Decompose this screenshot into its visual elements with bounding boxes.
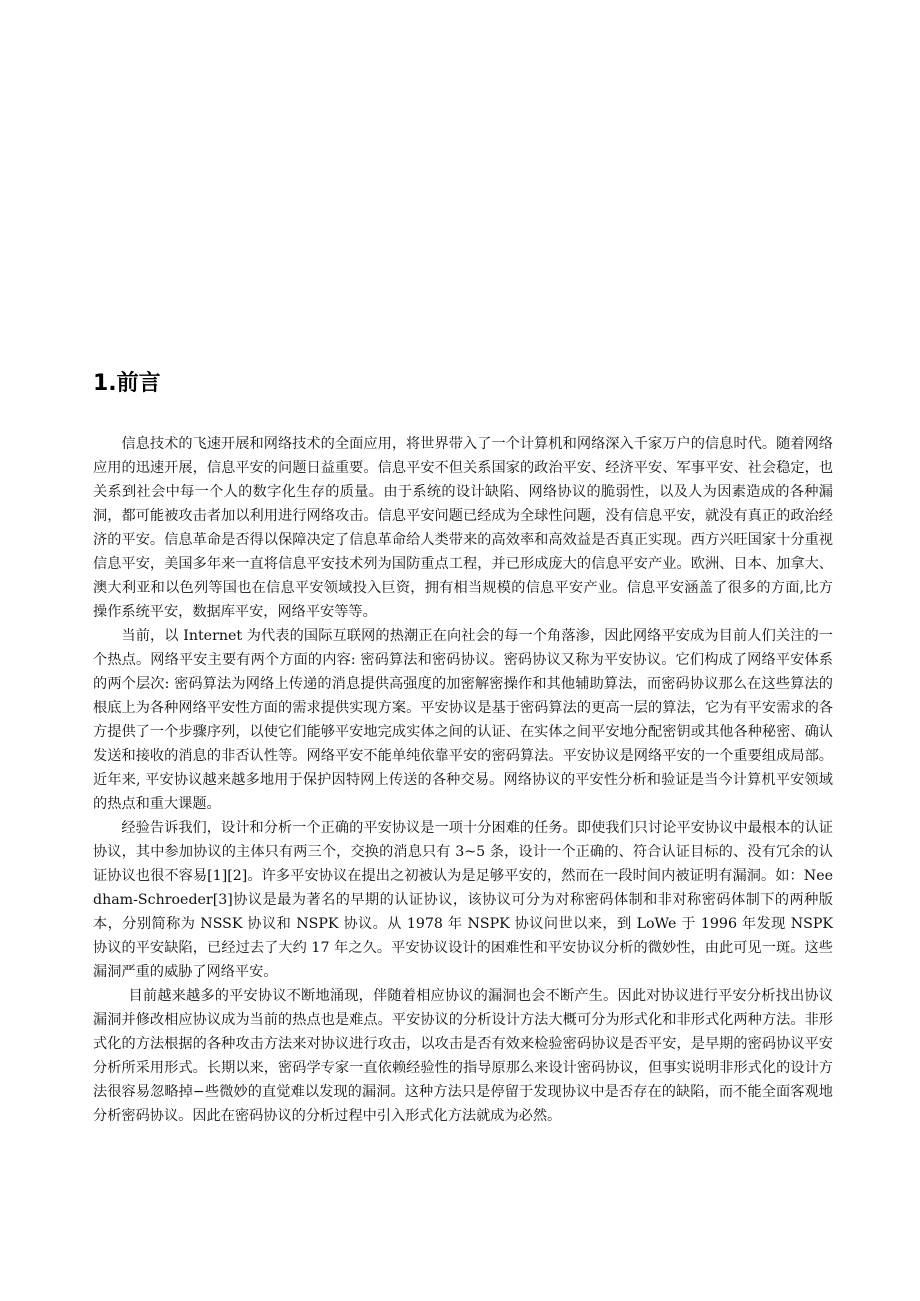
paragraph-4: 目前越来越多的平安协议不断地涌现，伴随着相应协议的漏洞也会不断产生。因此对协议进行平安分析找出协议漏洞并修改相应协议成为当前的热点也是难点。平安协议的分析设计方法大概可分为形式化和非形式化两种方法。非形式化的方法根据的各种攻击方法来对协议进行攻击，以攻击是否有效来检验密码协议是否平安，是早期的密码协议平安分析所采用形式。长期以来，密码学专家一直依赖经验性的指导原那么来设计密码协议，但事实说明非形式化的设计方法很容易忽略掉−些微妙的直觉难以发现的漏洞。这种方法只是停留于发现协议中是否存在的缺陷，而不能全面客观地分析密码协议。因此在密码协议的分析过程中引入形式化方法就成为必然。 — [93, 988, 833, 1124]
body-text — [93, 432, 833, 1128]
paragraph-3: 经验告诉我们，设计和分析一个正确的平安协议是一项十分困难的任务。即使我们只讨论平安协议中最根本的认证协议，其中参加协议的主体只有两三个，交换的消息只有 3~5 条，设计一个正确的、符合认证目标的、没有冗余的认证协议也很不容易[1][2]。许多平安协议在提出之初被认为是足够平安的，然而在一段时间内被证明有漏洞。如：Needham-Schroeder[3]协议是最为著名的早期的认证协议，该协议可分为对称密码体制和非对称密码体制下的两种版本，分别简称为 NSSK 协议和 NSPK 协议。从 1978 年 NSPK 协议问世以来，到 LoWe 于 1996 年发现 NSPK 协议的平安缺陷，已经过去了大约 17 年之久。平安协议设计的困难性和平安协议分析的微妙性，由此可见一斑。这些漏洞严重的威胁了网络平安。 — [93, 820, 833, 980]
paragraph-2: 当前，以 Internet 为代表的国际互联网的热潮正在向社会的每一个角落渗，因此网络平安成为目前人们关注的一个热点。网络平安主要有两个方面的内容: 密码算法和密码协议。密码协议又称为平安协议。它们构成了网络平安体系的两个层次: 密码算法为网络上传递的消息提供高强度的加密解密操作和其他辅助算法，而密码协议那么在这些算法的根底上为各种网络平安性方面的需求提供实现方案。平安协议是基于密码算法的更高一层的算法，它为有平安需求的各方提供了一个步骤序列，以使它们能够平安地完成实体之间的认证、在实体之间平安地分配密钥或其他各种秘密、确认发送和接收的消息的非否认性等。网络平安不能单纯依靠平安的密码算法。平安协议是网络平安的一个重要组成局部。近年来, 平安协议越来越多地用于保护因特网上传送的各种交易。网络协议的平安性分析和验证是当今计算机平安领域的热点和重大课题。 — [93, 628, 833, 812]
section-heading: 1.前言 — [93, 371, 161, 396]
paragraph-1: 信息技术的飞速开展和网络技术的全面应用，将世界带入了一个计算机和网络深入千家万户的信息时代。随着网络应用的迅速开展，信息平安的问题日益重要。信息平安不但关系国家的政治平安、经济平安、军事平安、社会稳定，也关系到社会中每一个人的数字化生存的质量。由于系统的设计缺陷、网络协议的脆弱性，以及人为因素造成的各种漏洞，都可能被攻击者加以利用进行网络攻击。信息平安问题已经成为全球性问题，没有信息平安，就没有真正的政治经济的平安。信息革命是否得以保障决定了信息革命给人类带来的高效率和高效益是否真正实现。西方兴旺国家十分重视信息平安，美国多年来一直将信息平安技术列为国防重点工程，并已形成庞大的信息平安产业。欧洲、日本、加拿大、澳大利亚和以色列等国也在信息平安领域投入巨资，拥有相当规模的信息平安产业。信息平安涵盖了很多的方面,比方操作系统平安，数据库平安，网络平安等等。 — [93, 436, 833, 620]
